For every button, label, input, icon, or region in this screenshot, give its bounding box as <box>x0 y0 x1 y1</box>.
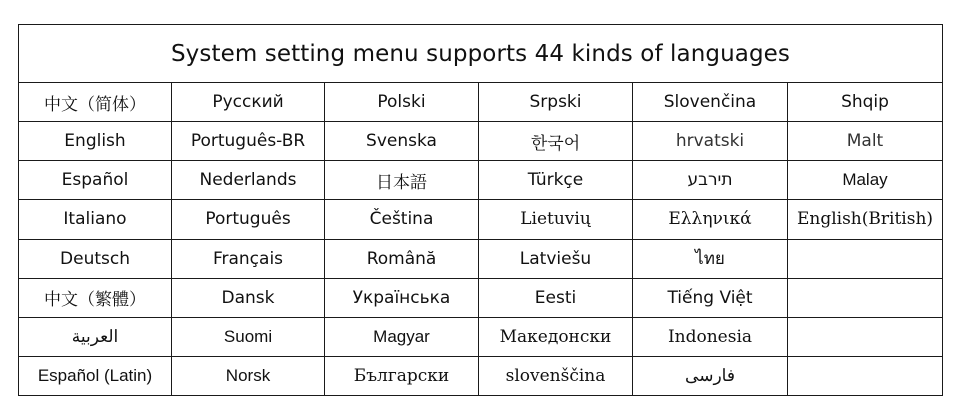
empty-cell <box>788 317 943 356</box>
language-cell: Nederlands <box>172 161 325 200</box>
language-cell: תירבע <box>633 161 788 200</box>
language-cell: Español <box>19 161 172 200</box>
language-cell: Svenska <box>325 122 479 161</box>
empty-cell <box>788 356 943 395</box>
empty-cell <box>788 278 943 317</box>
table-row <box>19 83 943 122</box>
language-cell: Eesti <box>479 278 633 317</box>
language-cell: hrvatski <box>633 122 788 161</box>
language-cell: Polski <box>325 83 479 122</box>
language-cell: Français <box>172 239 325 278</box>
language-cell: Norsk <box>172 356 325 395</box>
language-cell: Magyar <box>325 317 479 356</box>
language-cell: 한국어 <box>479 122 633 161</box>
language-cell: Deutsch <box>19 239 172 278</box>
language-cell: Português <box>172 200 325 239</box>
table-header-row <box>19 25 943 83</box>
table-row <box>19 278 943 317</box>
language-cell: العربية <box>19 317 172 356</box>
language-cell: Latviešu <box>479 239 633 278</box>
language-cell: Română <box>325 239 479 278</box>
language-cell: 日本語 <box>325 161 479 200</box>
table-row <box>19 200 943 239</box>
languages-table <box>18 24 943 396</box>
language-cell: Indonesia <box>633 317 788 356</box>
language-cell: Български <box>325 356 479 395</box>
table-row <box>19 239 943 278</box>
language-cell: Македонски <box>479 317 633 356</box>
table-row <box>19 161 943 200</box>
language-cell: 中文（繁體） <box>19 278 172 317</box>
language-cell: Português-BR <box>172 122 325 161</box>
table-row <box>19 317 943 356</box>
language-cell: Malay <box>788 161 943 200</box>
language-cell: Italiano <box>19 200 172 239</box>
language-cell: Русский <box>172 83 325 122</box>
language-cell: فارسی <box>633 356 788 395</box>
language-cell: 中文（简体） <box>19 83 172 122</box>
language-cell: Español (Latin) <box>19 356 172 395</box>
language-cell: Malt <box>788 122 943 161</box>
language-cell: Shqip <box>788 83 943 122</box>
language-cell: slovenščina <box>479 356 633 395</box>
language-cell: Türkçe <box>479 161 633 200</box>
language-cell: Srpski <box>479 83 633 122</box>
table-row <box>19 122 943 161</box>
language-cell: Suomi <box>172 317 325 356</box>
language-cell: Dansk <box>172 278 325 317</box>
language-cell: Lietuvių <box>479 200 633 239</box>
language-cell: Čeština <box>325 200 479 239</box>
language-cell: ไทย <box>633 239 788 278</box>
table-row <box>19 356 943 395</box>
language-cell: English(British) <box>788 200 943 239</box>
table-title: System setting menu supports 44 kinds of languages <box>19 25 943 83</box>
language-cell: Slovenčina <box>633 83 788 122</box>
language-cell: Tiếng Việt <box>633 278 788 317</box>
language-cell: English <box>19 122 172 161</box>
language-cell: Ελληνικά <box>633 200 788 239</box>
empty-cell <box>788 239 943 278</box>
language-cell: Українська <box>325 278 479 317</box>
